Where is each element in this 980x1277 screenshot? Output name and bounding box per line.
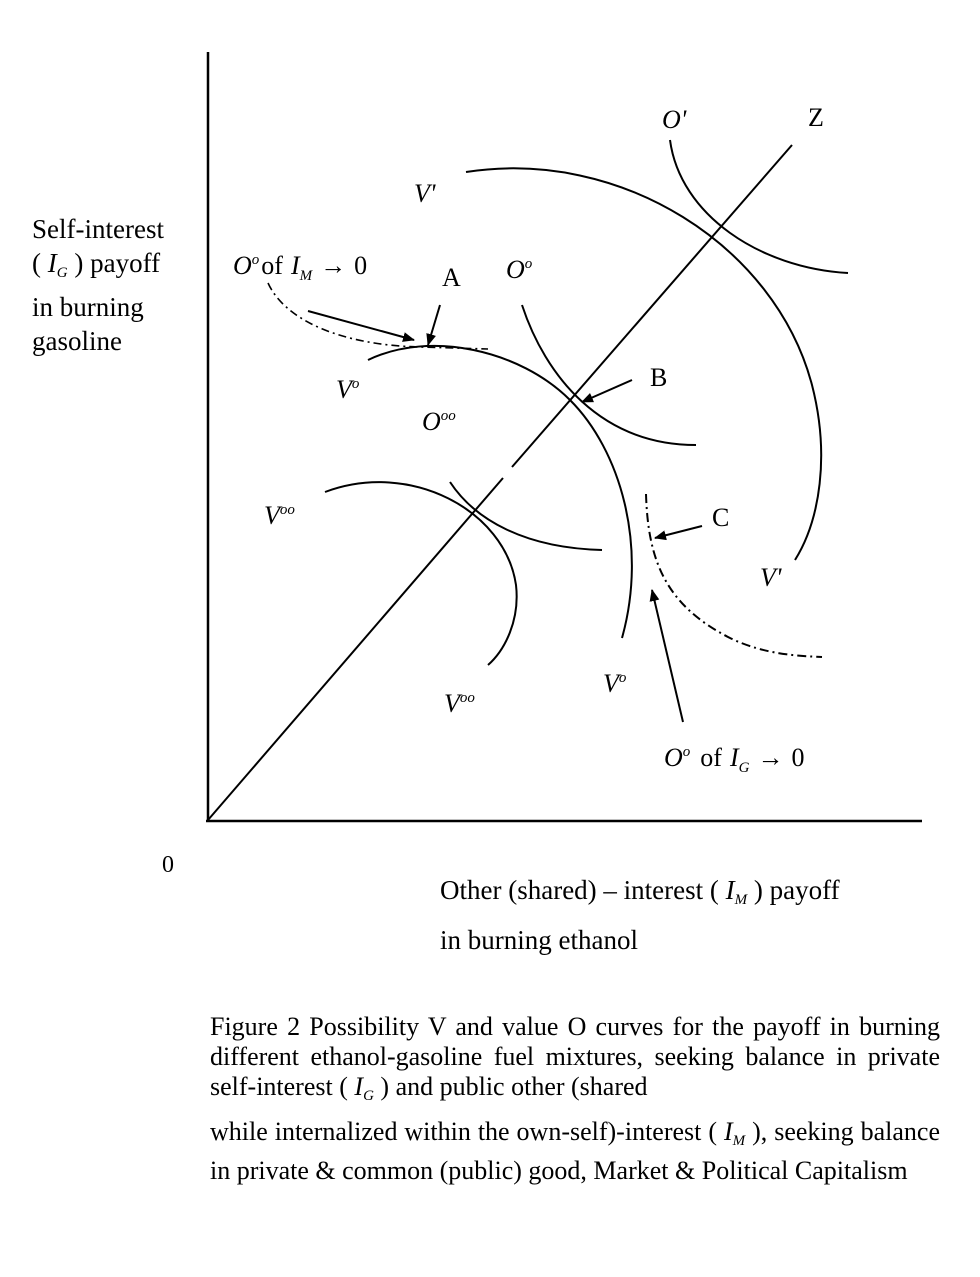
label-o-circ-ig-zero: $O^o$ of $I_G \to 0$ <box>664 743 805 776</box>
label-v-circ-circ-bottom: $V^{oo}$ <box>444 689 475 718</box>
o-circ-ig-zero-curve <box>646 494 822 657</box>
label-v-circ-circ-left: $V^{oo}$ <box>264 501 295 530</box>
label-o-circ-im-zero: $O^oof$ $I_M \to 0$ <box>233 251 368 284</box>
label-c: C <box>712 503 730 532</box>
z-ray-lower <box>208 478 503 820</box>
label-v-circ-bottom: $V^o$ <box>603 669 627 698</box>
arrow-to-point-b <box>582 380 632 402</box>
x-axis-label-line2: in burning ethanol <box>440 925 638 955</box>
label-v-prime-bottom: V' <box>760 563 782 592</box>
o-prime-curve <box>670 140 848 273</box>
label-o-circ-center: $O^o$ <box>506 255 533 284</box>
label-b: B <box>650 363 668 392</box>
z-ray-upper <box>512 145 792 467</box>
o-circ-circ-curve <box>450 482 602 550</box>
y-axis-label-line3: in burning <box>32 292 144 322</box>
y-axis-label-line2: ( $I_G$ ) payoff <box>32 248 161 281</box>
v-circ-curve <box>368 346 632 638</box>
arrow-to-point-a-left <box>308 311 414 340</box>
caption-paragraph-2: while internalized within the own-self)-interest ( $I_M$ ), seeking balance in private & common (public) good, Market & Political Capitalism <box>210 1117 941 1185</box>
x-axis-label-line1: Other (shared) – interest ( $I_M$ ) payoff <box>440 875 840 908</box>
label-v-prime-top: V' <box>414 179 436 208</box>
y-axis-label-line4: gasoline <box>32 326 122 356</box>
label-o-circ-circ: $O^{oo}$ <box>422 407 456 436</box>
arrow-to-point-a-top <box>428 305 440 345</box>
label-v-circ-left: $V^o$ <box>336 375 360 404</box>
origin-label: 0 <box>162 852 174 878</box>
figure-caption <box>210 1012 940 1192</box>
o-circ-im-zero-curve <box>268 283 488 349</box>
caption-paragraph-1: Figure 2 Possibility V and value O curves for the payoff in burning different ethanol-gasoline fuel mixtures, seeking balance in private self-interest ( $I_G$ ) and public other (shared <box>210 1012 940 1104</box>
arrow-to-point-c <box>655 526 702 538</box>
arrow-to-ig-zero-curve <box>652 590 683 722</box>
label-z: Z <box>808 103 824 132</box>
y-axis-label-line1: Self-interest <box>32 214 164 244</box>
label-o-prime: O' <box>662 105 687 134</box>
label-a: A <box>442 263 461 292</box>
